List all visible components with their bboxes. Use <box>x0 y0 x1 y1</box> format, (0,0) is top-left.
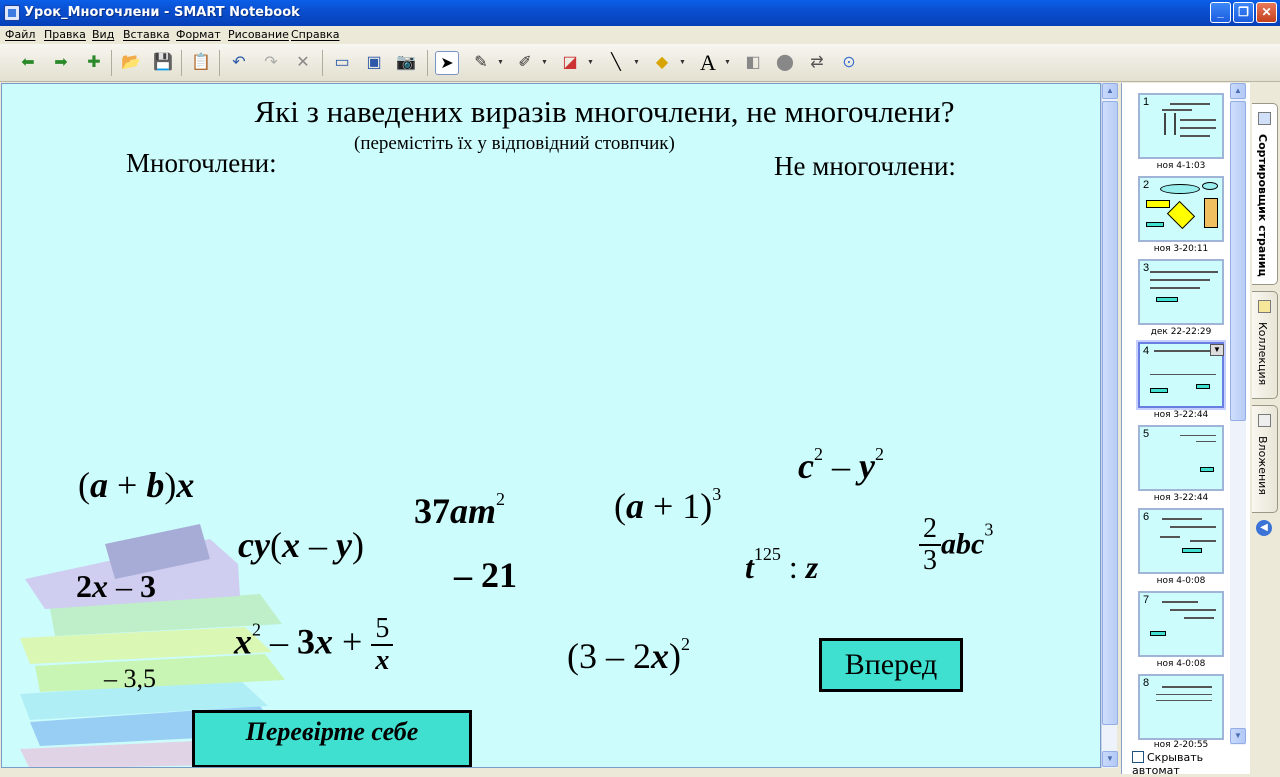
page-thumb-7[interactable]: 7 <box>1138 591 1224 657</box>
scroll-up-icon[interactable]: ▲ <box>1102 83 1118 99</box>
menu-file[interactable]: Файл <box>5 28 36 41</box>
expr-minus-3-5[interactable]: – 3,5 <box>104 664 156 693</box>
slide-heading: Які з наведених виразів многочлени, не многочлени? <box>254 94 955 129</box>
side-tabs <box>1250 83 1280 774</box>
menu-bar <box>0 26 1280 44</box>
page-thumb-caption: ноя 2-20:55 <box>1153 740 1209 750</box>
menu-format[interactable]: Формат <box>176 28 221 41</box>
forward-icon[interactable]: ➡ <box>54 54 68 71</box>
page-thumb-6[interactable]: 6 <box>1138 508 1224 574</box>
collapse-panel-icon[interactable]: ◀ <box>1256 520 1272 536</box>
minimize-button[interactable]: _ <box>1210 2 1231 23</box>
page-thumb-caption: ноя 4-0:08 <box>1156 659 1206 669</box>
expr-two-thirds-abc3[interactable]: $\frac{2}{3}$ abc$^3$ <box>919 514 993 576</box>
paperclip-icon <box>1258 414 1271 427</box>
page-thumb-caption: ноя 4-0:08 <box>1156 576 1206 586</box>
page-thumb-3[interactable]: 3 <box>1138 259 1224 325</box>
tab-page-sorter[interactable]: Сортировщик страниц <box>1252 103 1278 285</box>
redo-icon[interactable]: ↷ <box>264 54 278 71</box>
tab-attachments[interactable]: Вложения <box>1252 405 1278 513</box>
move-toolbar-icon[interactable]: ⇄ <box>810 54 824 71</box>
page-thumb-caption: ноя 3-20:11 <box>1153 244 1209 254</box>
line-icon[interactable]: ╲ <box>611 54 621 71</box>
expr-3-minus-2x-squared[interactable]: (3 – 2x)$^2$ <box>567 634 690 676</box>
eraser-icon[interactable]: ◪ <box>562 54 578 71</box>
tab-gallery[interactable]: Коллекция <box>1252 291 1278 399</box>
menu-help[interactable]: Справка <box>291 28 340 41</box>
slide-subheading: (перемістіть їх у відповідний стовпчик) <box>354 133 675 154</box>
status-bar <box>0 768 1121 774</box>
gallery-icon <box>1258 300 1271 313</box>
page-thumb-caption: дек 22-22:29 <box>1150 327 1212 337</box>
window-title: Урок_Многочлени - SMART Notebook <box>24 5 300 20</box>
expr-a-plus-b-x[interactable]: (a + b)x <box>78 465 195 505</box>
toolbar: ⬅ ➡ ✚ 📂 💾 📋 ↶ ↷ ✕ ▭ ▣ 📷 ➤ ✎ ▼ ✐ ▼ ◪ ▼ ╲ ▼ ◆ ▼ A ▼ ◧ ⬤ ⇄ ⊙ <box>0 44 1280 82</box>
slide-canvas[interactable] <box>1 83 1101 768</box>
pen-icon[interactable]: ✎ <box>474 54 488 71</box>
page-thumb-1[interactable]: 1 <box>1138 93 1224 159</box>
more-icon[interactable]: ⊙ <box>842 54 856 71</box>
page-sorter-panel <box>1121 83 1250 777</box>
properties-icon[interactable]: ◧ <box>745 54 761 71</box>
expr-minus-21[interactable]: – 21 <box>454 555 517 595</box>
menu-edit[interactable]: Правка <box>44 28 86 41</box>
delete-icon[interactable]: ✕ <box>296 54 310 71</box>
expr-c2-minus-y2[interactable]: $c^2 - y^2$ <box>798 444 884 486</box>
select-icon[interactable]: ➤ <box>435 51 459 75</box>
title-bar <box>0 0 1280 26</box>
thumb-menu-icon[interactable]: ▼ <box>1210 344 1224 356</box>
page-sorter-scrollbar[interactable] <box>1230 83 1246 745</box>
creative-pen-icon[interactable]: ✐ <box>518 54 532 71</box>
back-icon[interactable]: ⬅ <box>21 54 35 71</box>
open-icon[interactable]: 📂 <box>121 54 141 71</box>
scroll-down-icon[interactable]: ▼ <box>1102 751 1118 767</box>
paste-icon[interactable]: 📋 <box>191 54 211 71</box>
menu-insert[interactable]: Вставка <box>123 28 170 41</box>
maximize-button[interactable]: ❐ <box>1233 2 1254 23</box>
column-not-polynomials: Не многочлени: <box>774 151 956 181</box>
forward-button[interactable]: Вперед <box>819 638 963 692</box>
auto-hide-checkbox[interactable]: Скрывать автомат <box>1132 751 1204 777</box>
page-thumb-2[interactable]: 2 <box>1138 176 1224 242</box>
screen-shade-icon[interactable]: ▭ <box>334 54 350 71</box>
full-screen-icon[interactable]: ▣ <box>366 54 382 71</box>
check-yourself-button[interactable]: Перевірте себе <box>192 710 472 768</box>
undo-icon[interactable]: ↶ <box>232 54 246 71</box>
page-thumb-caption: ноя 3-22:44 <box>1153 493 1209 503</box>
menu-view[interactable]: Вид <box>92 28 115 41</box>
expr-2x-minus-3[interactable]: 2x – 3 <box>76 568 156 604</box>
canvas-scrollbar[interactable] <box>1101 83 1117 768</box>
add-page-icon[interactable]: ✚ <box>87 54 101 71</box>
text-icon[interactable]: A <box>700 50 716 75</box>
scroll-thumb[interactable] <box>1102 101 1118 725</box>
page-thumb-caption: ноя 4-1:03 <box>1156 161 1206 171</box>
page-thumb-5[interactable]: 5 <box>1138 425 1224 491</box>
fill-icon[interactable]: ◆ <box>655 54 669 71</box>
save-icon[interactable]: 💾 <box>153 54 173 71</box>
expr-a-plus-1-cubed[interactable]: $(a + 1)^3$ <box>614 484 722 526</box>
smart-notebook-icon <box>4 5 20 21</box>
column-polynomials: Многочлени: <box>126 148 277 178</box>
expr-37am2[interactable]: $37am^2$ <box>414 489 506 531</box>
close-button[interactable]: ✕ <box>1256 2 1277 23</box>
capture-icon[interactable]: 📷 <box>396 54 416 71</box>
expr-cy-x-minus-y[interactable]: cy(x – y) <box>238 525 364 565</box>
page-sorter-icon <box>1258 112 1271 125</box>
table-icon[interactable]: ⬤ <box>776 54 794 71</box>
page-thumb-caption: ноя 3-22:44 <box>1153 410 1209 420</box>
menu-draw[interactable]: Рисование <box>228 28 289 41</box>
expr-t125-div-z[interactable]: $t^{125}$ : z <box>745 544 819 585</box>
scroll-down-icon[interactable]: ▼ <box>1230 728 1246 744</box>
expr-x2-minus-3x-plus-5-over-x[interactable]: $x^2 - 3x$ + $\frac{5}{x}$ <box>234 614 393 676</box>
scroll-thumb[interactable] <box>1230 101 1246 421</box>
page-thumb-8[interactable]: 8 <box>1138 674 1224 740</box>
scroll-up-icon[interactable]: ▲ <box>1230 83 1246 99</box>
page-thumb-4[interactable]: 4 ▼ <box>1138 342 1224 408</box>
